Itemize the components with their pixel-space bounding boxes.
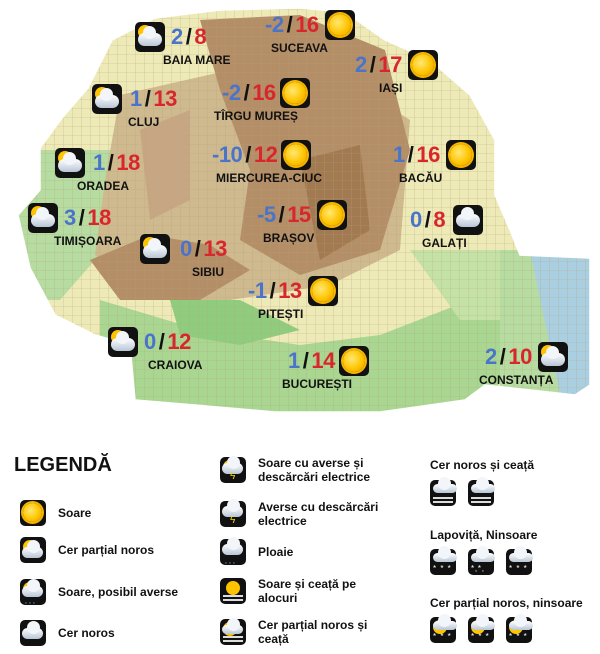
city-bucuresti: 1 / 14 BUCUREȘTI bbox=[288, 346, 369, 391]
partly-cloudy-icon bbox=[538, 342, 568, 372]
legend-item-cer-noros: Cer noros bbox=[20, 620, 115, 646]
city-miercurea-ciuc: -10 / 12 MIERCUREA-CIUC bbox=[212, 142, 322, 185]
city-cluj: 1 / 13 CLUJ bbox=[92, 84, 177, 129]
sun-showers-icon: ‚ ‚ ‚ bbox=[20, 579, 46, 605]
snow-icon: * * * bbox=[430, 549, 456, 575]
city-brasov: -5 / 15 BRAȘOV bbox=[257, 200, 347, 245]
city-suceava: -2 / 16 SUCEAVA bbox=[265, 10, 355, 55]
partly-cloudy-icon bbox=[28, 203, 58, 233]
partly-cloudy-icon bbox=[55, 148, 85, 178]
legend-item-furtuna: ϟ Averse cu descărcări electrice bbox=[220, 500, 408, 528]
city-tirgu-mures: -2 / 16 TÎRGU MUREȘ bbox=[222, 78, 310, 123]
sun-icon bbox=[20, 500, 46, 526]
partly-cloudy-snow-icon: * * * bbox=[430, 617, 456, 643]
legend-item-soare-furtuna: ϟ Soare cu averse și descărcări electrice bbox=[220, 456, 408, 484]
partly-cloudy-icon bbox=[140, 234, 170, 264]
partly-cloudy-icon bbox=[108, 327, 138, 357]
sun-icon bbox=[339, 346, 369, 376]
partly-cloudy-icon bbox=[20, 537, 46, 563]
partly-cloudy-icon bbox=[135, 22, 165, 52]
cloud-fog-icon bbox=[430, 480, 456, 506]
sun-icon bbox=[317, 200, 347, 230]
sun-icon bbox=[325, 10, 355, 40]
sun-icon bbox=[446, 140, 476, 170]
cloud-fog-icon bbox=[468, 480, 494, 506]
thunderstorm-icon: ϟ bbox=[220, 501, 246, 527]
city-timisoara: 3 / 18 TIMIȘOARA bbox=[28, 203, 121, 248]
legend-item-soare: Soare bbox=[20, 500, 91, 526]
partly-cloudy-snow-icon: * * * bbox=[506, 617, 532, 643]
city-craiova: 0 / 12 CRAIOVA bbox=[108, 327, 202, 372]
city-baia-mare: 2 / 8 BAIA MARE bbox=[135, 22, 231, 67]
city-pitesti: -1 / 13 PITEȘTI bbox=[248, 276, 338, 321]
snow-icon: * * * bbox=[506, 549, 532, 575]
partly-cloudy-icon bbox=[92, 84, 122, 114]
partly-cloudy-snow-icon: * * * bbox=[468, 617, 494, 643]
city-bacau: 1 / 16 BACĂU bbox=[393, 140, 476, 185]
sun-icon bbox=[408, 50, 438, 80]
city-galati: 0 / 8 GALAȚI bbox=[410, 205, 483, 250]
legend-item-soare-ceata: Soare și ceață pe alocuri bbox=[220, 577, 378, 605]
legend-item-partial-noros-ceata: Cer parțial noros și ceață bbox=[220, 618, 378, 646]
sleet-icon: *‚*‚ bbox=[468, 549, 494, 575]
sun-icon bbox=[280, 78, 310, 108]
legend-head-lapovita-ninsoare: Lapoviță, Ninsoare bbox=[430, 528, 538, 542]
legend-item-cer-partial-noros: Cer parțial noros bbox=[20, 537, 154, 563]
city-sibiu: 0 / 13 SIBIU bbox=[140, 234, 227, 279]
legend-icons-noros-ceata bbox=[430, 480, 494, 506]
legend-icons-partial-noros-ninsoare bbox=[430, 617, 532, 643]
cloudy-icon bbox=[453, 205, 483, 235]
legend-icons-lapovita-ninsoare bbox=[430, 549, 532, 575]
legend-item-soare-averse: ‚ ‚ ‚ Soare, posibil averse bbox=[20, 579, 178, 605]
rain-icon: ‚ ‚ ‚ bbox=[220, 539, 246, 565]
sun-fog-icon bbox=[220, 578, 246, 604]
cloudy-icon bbox=[20, 620, 46, 646]
city-constanta: 2 / 10 CONSTANȚA bbox=[485, 342, 568, 387]
city-oradea: 1 / 18 ORADEA bbox=[55, 148, 140, 193]
legend-head-partial-noros-ninsoare: Cer parțial noros, ninsoare bbox=[430, 596, 583, 610]
sun-icon bbox=[308, 276, 338, 306]
partly-cloudy-fog-icon bbox=[220, 619, 246, 645]
sun-icon bbox=[281, 140, 311, 170]
legend-title: LEGENDĂ bbox=[14, 454, 112, 476]
legend-item-ploaie: ‚ ‚ ‚ Ploaie bbox=[220, 539, 293, 565]
sun-thunderstorm-icon: ϟ bbox=[220, 457, 246, 483]
city-iasi: 2 / 17 IAȘI bbox=[355, 50, 438, 95]
legend-head-noros-ceata: Cer noros și ceață bbox=[430, 458, 535, 472]
